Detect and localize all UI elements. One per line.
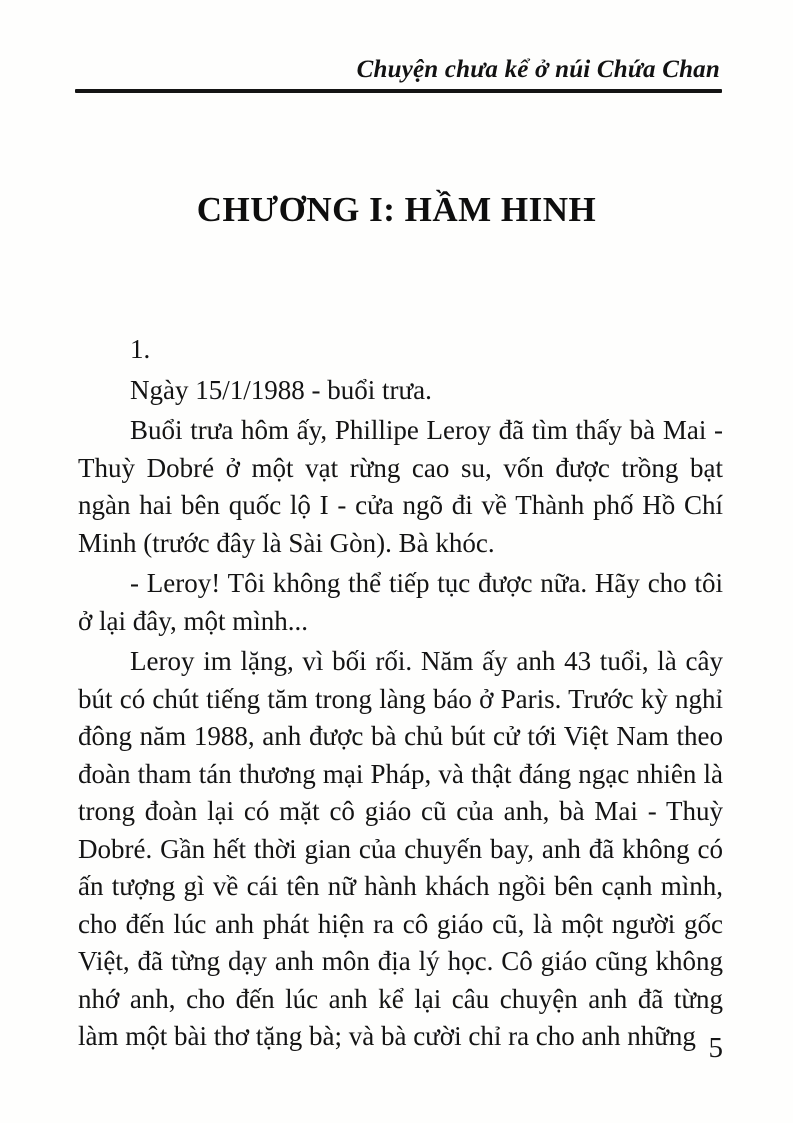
date-line: Ngày 15/1/1988 - buổi trưa. [130,374,432,405]
header-rule [75,89,722,93]
page-number: 5 [708,1032,723,1064]
dialogue-paragraph: - Leroy! Tôi không thể tiếp tục được nữa. Hãy cho tôi ở lại đây, một mình... [78,568,723,636]
paragraph: Buổi trưa hôm ấy, Phillipe Leroy đã tìm thấy bà Mai - Thuỳ Dobré ở một vạt rừng cao su, vốn được trồng bạt ngàn hai bên quốc lộ I - cửa ngõ đi về Thành phố Hồ Chí Minh (trước đây là Sài Gòn). Bà khóc. [78,415,723,558]
section-number: 1. [130,334,151,364]
chapter-title: CHƯƠNG I: HẦM HINH [196,190,597,229]
running-head [75,56,722,93]
running-title: Chuyện chưa kể ở núi Chứa Chan [356,56,720,83]
paragraph: Leroy im lặng, vì bối rối. Năm ấy anh 43 tuổi, là cây bút có chút tiếng tăm trong làng báo ở Paris. Trước kỳ nghỉ đông năm 1988, anh được bà chủ bút cử tới Việt Nam theo đoàn tham tán thương mại Pháp, và thật đáng ngạc nhiên là trong đoàn lại có mặt cô giáo cũ của anh, bà Mai - Thuỳ Dobré. Gần hết thời gian của chuyến bay, anh đã không có ấn tượng gì về cái tên nữ hành khách ngồi bên cạnh mình, cho đến lúc anh phát hiện ra cô giáo cũ, là một người gốc Việt, đã từng dạy anh môn địa lý học. Cô giáo cũng không nhớ anh, cho đến lúc anh kể lại câu chuyện anh đã từng làm một bài thơ tặng bà; và bà cười chỉ ra cho anh những [78,646,723,1051]
body-text [78,331,723,1059]
